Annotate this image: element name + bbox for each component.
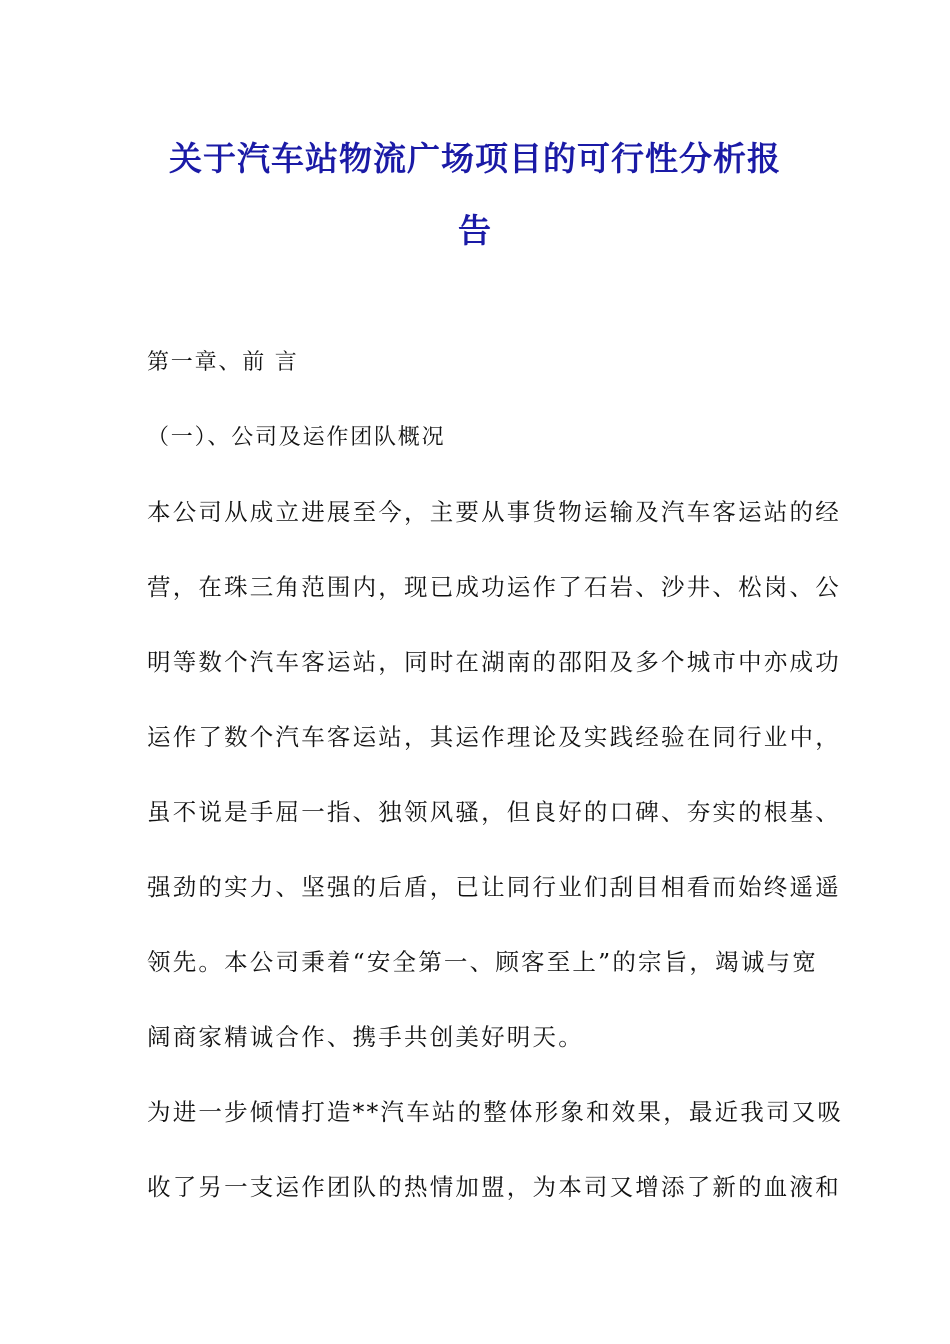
paragraph-line: 收了另一支运作团队的热情加盟，为本司又增添了新的血液和 <box>147 1173 841 1201</box>
paragraph-line: 强劲的实力、坚强的后盾，已让同行业们刮目相看而始终遥遥 <box>147 873 841 901</box>
section-heading: （一）、公司及运作团队概况 <box>147 425 446 450</box>
chapter-heading: 第一章、前 言 <box>147 350 299 375</box>
paragraph-line: 领先。本公司秉着“安全第一、顾客至上”的宗旨，竭诚与宽 <box>147 948 818 976</box>
paragraph-line: 为进一步倾情打造**汽车站的整体形象和效果，最近我司又吸 <box>147 1098 844 1126</box>
paragraph-line: 本公司从成立进展至今，主要从事货物运输及汽车客运站的经 <box>147 498 841 526</box>
paragraph-line: 阔商家精诚合作、携手共创美好明天。 <box>147 1023 584 1051</box>
paragraph-line: 营，在珠三角范围内，现已成功运作了石岩、沙井、松岗、公 <box>147 573 841 601</box>
paragraph-line: 运作了数个汽车客运站，其运作理论及实践经验在同行业中， <box>147 723 841 751</box>
document-title-line-2: 告 <box>458 211 492 250</box>
paragraph-line: 明等数个汽车客运站，同时在湖南的邵阳及多个城市中亦成功 <box>147 648 841 676</box>
document-title-line-1: 关于汽车站物流广场项目的可行性分析报 <box>169 139 781 178</box>
paragraph-line: 虽不说是手屈一指、独领风骚，但良好的口碑、夯实的根基、 <box>147 798 841 826</box>
